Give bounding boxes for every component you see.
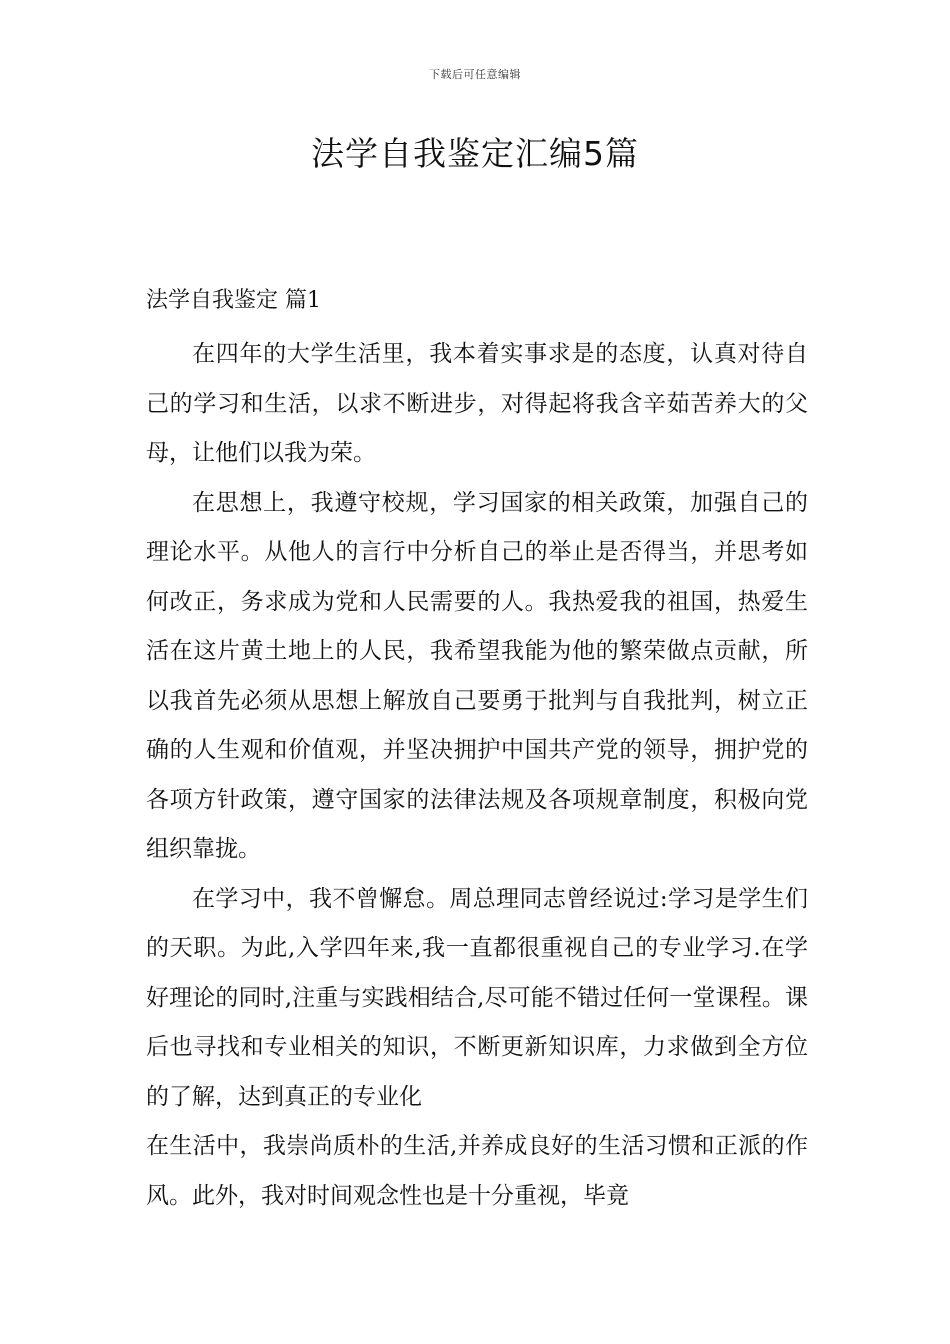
document-title: 法学自我鉴定汇编5篇	[311, 134, 639, 173]
paragraph-1: 在四年的大学生活里，我本着实事求是的态度，认真对待自己的学习和生活，以求不断进步，对得起将我含辛茹苦养大的父母，让他们以我为荣。	[146, 341, 808, 466]
paragraph-3: 在学习中，我不曾懈怠。周总理同志曾经说过:学习是学生们的天职。为此,入学四年来,我一直都很重视自己的专业学习.在学好理论的同时,注重与实践相结合,尽可能不错过任何一堂课程。课后也寻找和专业相关的知识，不断更新知识库，力求做到全方位的了解，达到真正的专业化	[146, 885, 808, 1110]
document-body	[146, 282, 808, 1221]
header-note: 下载后可任意编辑	[429, 68, 521, 81]
paragraph-4: 在生活中，我崇尚质朴的生活,并养成良好的生活习惯和正派的作风。此外，我对时间观念性也是十分重视，毕竟	[146, 1133, 808, 1209]
paragraph-2: 在思想上，我遵守校规，学习国家的相关政策，加强自己的理论水平。从他人的言行中分析自己的举止是否得当，并思考如何改正，务求成为党和人民需要的人。我热爱我的祖国，热爱生活在这片黄土地上的人民，我希望我能为他的繁荣做点贡献，所以我首先必须从思想上解放自己要勇于批判与自我批判，树立正确的人生观和价值观，并坚决拥护中国共产党的领导，拥护党的各项方针政策，遵守国家的法律法规及各项规章制度，积极向党组织靠拢。	[146, 489, 808, 862]
section-heading: 法学自我鉴定 篇1	[146, 288, 321, 313]
